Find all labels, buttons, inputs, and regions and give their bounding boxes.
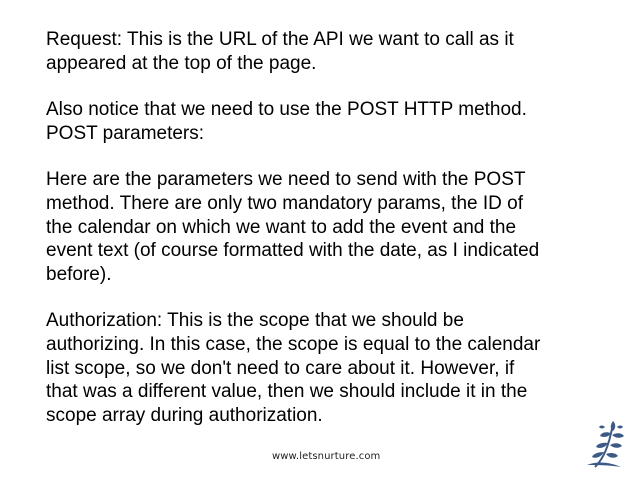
text-line: Also notice that we need to use the POST HTTP method. [46, 99, 527, 121]
text-line: appeared at the top of the page. [46, 52, 317, 74]
text-line: method. There are only two mandatory params, the ID of [46, 192, 523, 214]
request-paragraph [46, 28, 626, 75]
text-line: that was a different value, then we should include it in the [46, 381, 528, 403]
text-line: the calendar on which we want to add the event and the [46, 216, 517, 238]
text-line: scope array during authorization. [46, 404, 323, 426]
text-line: list scope, so we don't need to care about it. However, if [46, 357, 515, 379]
slide-body [46, 28, 626, 450]
leaf-plant-logo-icon [583, 415, 629, 471]
authorization-paragraph [46, 309, 626, 427]
parameters-paragraph [46, 168, 626, 286]
text-line: authorizing. In this case, the scope is equal to the calendar [46, 333, 541, 355]
text-line: before). [46, 263, 112, 285]
text-line: Authorization: This is the scope that we should be [46, 310, 464, 332]
footer-url: www.letsnurture.com [272, 451, 381, 462]
text-line: event text (of course formatted with the date, as I indicated [46, 240, 540, 262]
text-line: POST parameters: [46, 122, 205, 144]
text-line: Here are the parameters we need to send with the POST [46, 169, 526, 191]
text-line: Request: This is the URL of the API we want to call as it [46, 29, 514, 50]
post-method-paragraph [46, 98, 626, 145]
